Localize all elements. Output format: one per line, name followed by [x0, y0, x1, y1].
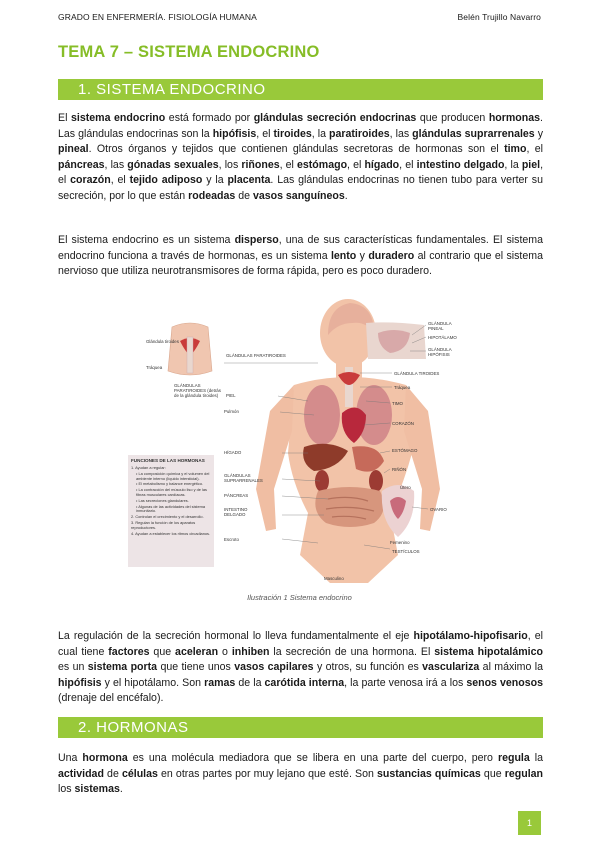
paragraph-disperso: El sistema endocrino es un sistema disperso, una de sus características fundamentales. El sistema endocrino funciona a través de hormonas, es un sistema lento y duradero al contrario que el sistema nervioso que utiliza neurotransmisores de forma rápida, pero es poco duradero. [58, 234, 544, 278]
label-traquea-right: Tráquea [394, 385, 411, 390]
label-timo: TIMO [392, 401, 403, 406]
page-number: 1 [518, 811, 541, 835]
hormone-function-item: 1. Ayudan a regular: [131, 465, 166, 470]
hormone-function-item: 3. Regulan la función de los aparatos reproductores. [131, 519, 196, 530]
hormone-function-item: • La contracción del músculo liso y de las fibras musculares cardíacas. [136, 487, 207, 497]
endocrine-system-illustration [128, 293, 471, 585]
header-author: Belén Trujillo Navarro [457, 12, 541, 22]
hormone-functions-box [128, 455, 214, 567]
hormone-functions-title: FUNCIONES DE LAS HORMONAS [131, 458, 205, 463]
label-femenino: Femenino [390, 540, 410, 545]
label-ovario: OVARIO [430, 507, 447, 512]
label-escroto: Escroto [224, 537, 239, 542]
label-corazon: CORAZÓN [392, 421, 414, 426]
label-glandula-tiroides-right: GLÁNDULA TIROIDES [394, 371, 440, 376]
section-heading-hormonas: 2. HORMONAS [58, 717, 543, 738]
label-higado: HÍGADO [224, 450, 242, 455]
figure-caption: Ilustración 1 Sistema endocrino [247, 593, 352, 602]
label-piel: PIEL [226, 393, 236, 398]
hormone-function-item: • Las secreciones glandulares. [136, 497, 189, 503]
paragraph-hormona: Una hormona es una molécula mediadora que se libera en una parte del cuerpo, pero regula la actividad de células en otras partes por muy lejano que esté. Son sustancias químicas que regulan los sistemas. [58, 752, 543, 796]
label-utero: Útero [400, 485, 411, 490]
hormone-function-item: • Algunas de las actividades del sistema inmunitario. [136, 503, 206, 514]
label-estomago: ESTÓMAGO [392, 448, 418, 453]
label-rinon: RIÑÓN [392, 467, 407, 472]
label-pancreas: PÁNCREAS [224, 493, 249, 498]
page-title: TEMA 7 – SISTEMA ENDOCRINO [58, 43, 320, 61]
label-glandula-hipofisis: GLÁNDULA HIPÓFISIS [428, 347, 452, 357]
label-pulmon: Pulmón [224, 409, 239, 414]
label-glandulas-paratiroides-top: GLÁNDULAS PARATIROIDES [226, 353, 286, 358]
paragraph-regulacion: La regulación de la secreción hormonal lo lleva fundamentalmente el eje hipotálamo-hipofisario, el cual tiene factores que aceleran o inhiben la secreción de una hormona. El sistema hipotalámico es un sistema porta que tiene unos vasos capilares y otros, su función es vasculariza al máximo la hipófisis y el hipotálamo. Son ramas de la carótida interna, la parte venosa irá a los senos venosos (drenaje del encéfalo). [58, 630, 544, 705]
section-heading-sistema-endocrino: 1. SISTEMA ENDOCRINO [58, 79, 543, 100]
label-intestino-delgado: INTESTINO DELGADO [224, 507, 248, 517]
label-testiculos: TESTÍCULOS [392, 549, 420, 554]
label-glandula-tiroides: Glándula tiroides [146, 339, 179, 344]
hormone-function-item: 2. Controlan el crecimiento y el desarrollo. [131, 514, 204, 520]
page-header [58, 12, 541, 28]
label-hipotalamo: HIPOTÁLAMO [428, 335, 457, 340]
hormone-function-item: • La composición química y el volumen del ambiente interno (líquido intersticial). [136, 470, 210, 481]
label-glandulas-paratiroides-bottom: GLÁNDULAS PARATIROIDES (detrás de la glándula tiroides) [174, 383, 221, 398]
hormone-function-item: 4. Ayudan a establecer los ritmos circadianos. [131, 530, 211, 536]
paragraph-intro: El sistema endocrino está formado por glándulas secreción endocrinas que producen hormonas. Las glándulas endocrinas son la hipófisis, el tiroides, la paratiroides, las glándulas suprarrenales y pineal. Otros órganos y tejidos que contienen glándulas secretoras de hormonas son el timo, el páncreas, las gónadas sexuales, los riñones, el estómago, el hígado, el intestino delgado, la piel, el corazón, el tejido adiposo y la placenta. Las glándulas endocrinas no tienen tubo para verter su secreción, por lo que están rodeadas de vasos sanguíneos. [58, 112, 544, 202]
label-glandulas-suprarrenales: GLÁNDULAS SUPRARRENALES [224, 473, 263, 483]
label-glandula-pineal: GLÁNDULA PINEAL [428, 321, 452, 331]
label-masculino: Masculino [324, 576, 344, 581]
label-traquea-left: Tráquea [146, 365, 163, 370]
hormone-function-item: • El metabolismo y balance energético. [136, 481, 204, 487]
header-course: GRADO EN ENFERMERÍA. FISIOLOGÍA HUMANA [58, 12, 257, 22]
